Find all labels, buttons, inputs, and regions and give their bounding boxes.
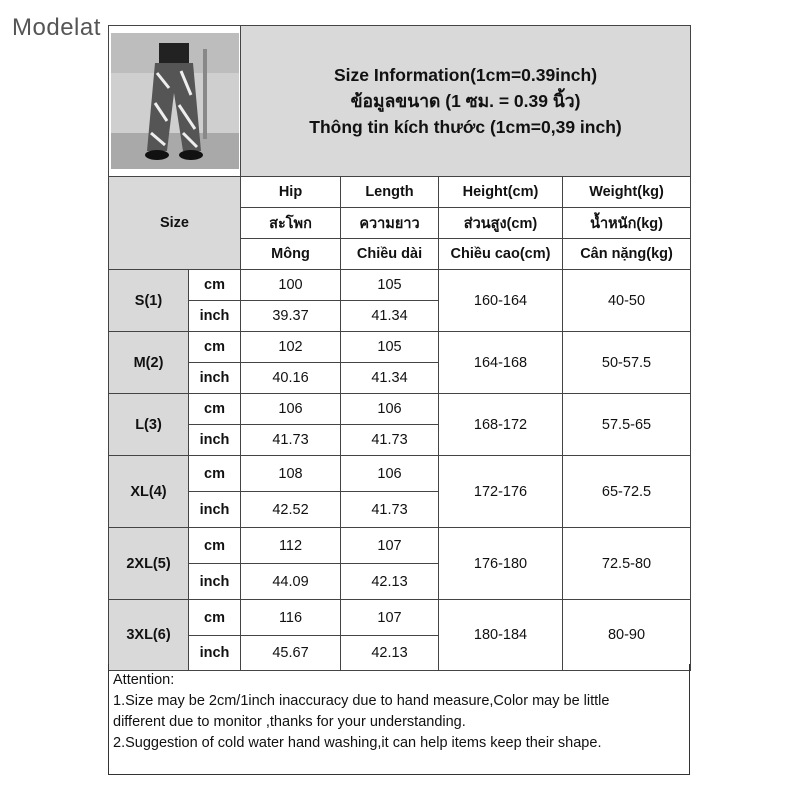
col-length-vi: Chiều dài [341, 239, 439, 270]
unit-inch: inch [189, 301, 241, 332]
brand-logo: Modelat [12, 14, 101, 41]
unit-cm: cm [189, 456, 241, 492]
length-inch-value: 41.73 [341, 425, 439, 456]
title-vietnamese: Thông tin kích thước (1cm=0,39 inch) [309, 117, 622, 137]
size-row-label: XL(4) [109, 456, 189, 528]
hip-inch-value: 40.16 [241, 363, 341, 394]
length-inch-value: 41.34 [341, 363, 439, 394]
length-inch-value: 42.13 [341, 564, 439, 600]
weight-range: 50-57.5 [563, 332, 691, 394]
height-range: 160-164 [439, 270, 563, 332]
unit-cm: cm [189, 332, 241, 363]
length-inch-value: 41.73 [341, 492, 439, 528]
height-range: 180-184 [439, 600, 563, 671]
weight-range: 72.5-80 [563, 528, 691, 600]
hip-cm-value: 108 [241, 456, 341, 492]
col-weight-en: Weight(kg) [563, 177, 691, 208]
attention-line-2: different due to monitor ,thanks for your understanding. [113, 714, 466, 730]
height-range: 168-172 [439, 394, 563, 456]
unit-cm: cm [189, 600, 241, 636]
hip-inch-value: 45.67 [241, 636, 341, 671]
attention-notes [108, 664, 690, 775]
length-cm-value: 106 [341, 394, 439, 425]
unit-cm: cm [189, 270, 241, 301]
size-row-label: L(3) [109, 394, 189, 456]
col-hip-th: สะโพก [241, 208, 341, 239]
product-photo [111, 33, 239, 169]
col-hip-vi: Mông [241, 239, 341, 270]
length-cm-value: 105 [341, 332, 439, 363]
unit-inch: inch [189, 492, 241, 528]
hip-cm-value: 112 [241, 528, 341, 564]
weight-range: 40-50 [563, 270, 691, 332]
length-inch-value: 41.34 [341, 301, 439, 332]
product-photo-cell [109, 26, 241, 177]
size-heading: Size [109, 177, 241, 270]
title-thai: ข้อมูลขนาด (1 ซม. = 0.39 นิ้ว) [350, 91, 581, 111]
title-english: Size Information(1cm=0.39inch) [333, 65, 598, 85]
col-length-en: Length [341, 177, 439, 208]
unit-cm: cm [189, 528, 241, 564]
length-cm-value: 107 [341, 528, 439, 564]
col-weight-vi: Cân nặng(kg) [563, 239, 691, 270]
hip-cm-value: 106 [241, 394, 341, 425]
height-range: 164-168 [439, 332, 563, 394]
col-length-th: ความยาว [341, 208, 439, 239]
length-cm-value: 106 [341, 456, 439, 492]
col-height-vi: Chiều cao(cm) [439, 239, 563, 270]
hip-cm-value: 116 [241, 600, 341, 636]
size-chart-table [108, 25, 691, 671]
size-row-label: M(2) [109, 332, 189, 394]
unit-inch: inch [189, 636, 241, 671]
height-range: 172-176 [439, 456, 563, 528]
size-info-header [241, 26, 691, 177]
length-cm-value: 105 [341, 270, 439, 301]
length-inch-value: 42.13 [341, 636, 439, 671]
weight-range: 65-72.5 [563, 456, 691, 528]
unit-inch: inch [189, 425, 241, 456]
col-height-en: Height(cm) [439, 177, 563, 208]
attention-line-1: 1.Size may be 2cm/1inch inaccuracy due to hand measure,Color may be little [113, 693, 610, 709]
hip-cm-value: 100 [241, 270, 341, 301]
unit-cm: cm [189, 394, 241, 425]
col-weight-th: น้ำหนัก(kg) [563, 208, 691, 239]
height-range: 176-180 [439, 528, 563, 600]
unit-inch: inch [189, 363, 241, 394]
size-row-label: 3XL(6) [109, 600, 189, 671]
size-row-label: S(1) [109, 270, 189, 332]
attention-heading: Attention: [113, 672, 175, 688]
attention-line-3: 2.Suggestion of cold water hand washing,it can help items keep their shape. [113, 735, 602, 751]
size-row-label: 2XL(5) [109, 528, 189, 600]
weight-range: 57.5-65 [563, 394, 691, 456]
hip-cm-value: 102 [241, 332, 341, 363]
weight-range: 80-90 [563, 600, 691, 671]
unit-inch: inch [189, 564, 241, 600]
hip-inch-value: 41.73 [241, 425, 341, 456]
length-cm-value: 107 [341, 600, 439, 636]
hip-inch-value: 39.37 [241, 301, 341, 332]
hip-inch-value: 42.52 [241, 492, 341, 528]
hip-inch-value: 44.09 [241, 564, 341, 600]
col-height-th: ส่วนสูง(cm) [439, 208, 563, 239]
col-hip-en: Hip [241, 177, 341, 208]
